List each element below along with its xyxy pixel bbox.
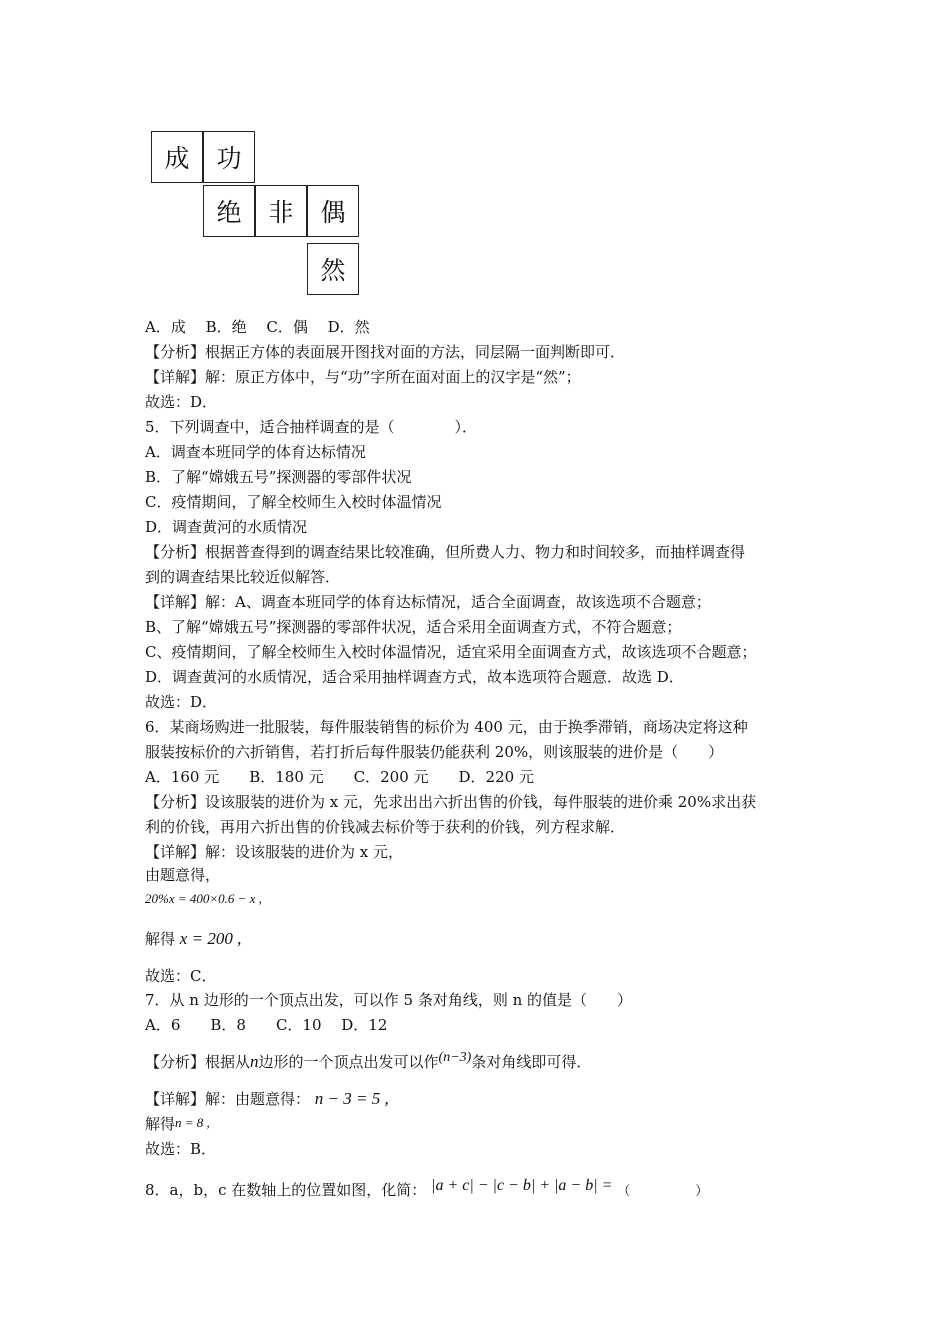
q6-detail-line2: 由题意得， (145, 866, 221, 884)
q7-stem: 7．从 n 边形的一个顶点出发，可以作 5 条对角线，则 n 的值是（ ） (145, 991, 633, 1009)
q7-solve-prefix: 解得 (145, 1115, 176, 1133)
q5-option-c: C．疫情期间，了解全校师生入校时体温情况 (145, 493, 442, 511)
net-cell-3: 绝 (203, 185, 255, 237)
q7-detail-prefix: 【详解】解：由题意得： (145, 1090, 311, 1108)
q7-solve-math: n = 8 , (175, 1115, 210, 1130)
q7-options: A．6 B．8 C．10 D．12 (145, 1016, 388, 1034)
q6-equation: 20%x = 400×0.6 − x , (145, 891, 262, 906)
q7-detail-math: n − 3 = 5 , (314, 1089, 389, 1108)
q5-analysis-line2: 到的调查结果比较近似解答． (145, 568, 341, 586)
q6-stem-line2: 服装按标价的六折销售，若打折后每件服装仍能获利 20%，则该服装的进价是（ ） (145, 743, 724, 761)
q5-detail-line4: D．调查黄河的水质情况，适合采用抽样调查方式，故本选项符合题意．故选 D． (145, 668, 684, 686)
q6-detail-line1: 【详解】解：设该服装的进价为 x 元， (145, 843, 403, 861)
q7-analysis-expr: (n−3) (438, 1050, 472, 1065)
q7-analysis-part-a: 【分析】根据从 (145, 1053, 251, 1071)
q6-options: A．160 元 B．180 元 C．200 元 D．220 元 (145, 768, 534, 786)
q7-analysis (145, 1052, 591, 1074)
net-cell-1: 成 (151, 131, 203, 183)
q5-answer: 故选：D． (145, 693, 218, 711)
q4-analysis: 【分析】根据正方体的表面展开图找对面的方法，同层隔一面判断即可． (145, 343, 626, 361)
q4-options: A．成 B．绝 C．偶 D．然 (145, 318, 370, 336)
q8-stem (145, 1177, 709, 1202)
q4-answer: 故选：D． (145, 393, 218, 411)
q7-detail (145, 1089, 389, 1109)
q6-solve-math: x = 200 , (179, 929, 242, 948)
net-cell-4: 非 (255, 185, 307, 237)
net-cell-5: 偶 (307, 185, 359, 237)
q5-analysis-line1: 【分析】根据普查得到的调查结果比较准确，但所费人力、物力和时间较多，而抽样调查得 (145, 543, 746, 561)
net-cell-2: 功 (203, 131, 255, 183)
q5-option-d: D．调查黄河的水质情况 (145, 518, 308, 536)
q6-stem-line1: 6．某商场购进一批服装，每件服装销售的标价为 400 元，由于换季滞销，商场决定将这种 (145, 718, 748, 736)
net-cell-6: 然 (307, 243, 359, 295)
q4-detail: 【详解】解：原正方体中，与“功”字所在面对面上的汉字是“然”； (145, 368, 581, 386)
q8-stem-text: 8．a，b，c 在数轴上的位置如图，化简： (145, 1181, 427, 1199)
q5-detail-line1: 【详解】解：A、调查本班同学的体育达标情况，适合全面调查，故该选项不合题意； (145, 593, 711, 611)
q6-answer: 故选：C． (145, 967, 217, 985)
q7-analysis-part-c: 条对角线即可得． (471, 1053, 592, 1071)
q5-stem: 5．下列调查中，适合抽样调查的是（ ）． (145, 418, 478, 436)
q5-option-b: B．了解“嫦娥五号”探测器的零部件状况 (145, 468, 412, 486)
q6-analysis-line1: 【分析】设该服装的进价为 x 元，先求出出六折出售的价钱，每件服装的进价乘 20%求出获 (145, 793, 757, 811)
q6-solve-prefix: 解得 (145, 930, 176, 948)
q5-detail-line3: C、疫情期间，了解全校师生入校时体温情况，适宜采用全面调查方式，故该选项不合题意； (145, 643, 757, 661)
q8-expression: |a + c| − |c − b| + |a − b| = (431, 1177, 613, 1194)
q7-analysis-n: n (250, 1052, 259, 1071)
q5-detail-line2: B、了解“嫦娥五号”探测器的零部件状况，适合采用全面调查方式，不符合题意； (145, 618, 682, 636)
q7-analysis-part-b: 边形的一个顶点出发可以作 (258, 1053, 439, 1071)
q8-blank: （ ） (617, 1184, 709, 1199)
q6-solve (145, 929, 241, 949)
q7-solve (145, 1114, 210, 1135)
q6-analysis-line2: 利的价钱，再用六折出售的价钱减去标价等于获利的价钱，列方程求解． (145, 818, 626, 836)
q5-option-a: A．调查本班同学的体育达标情况 (145, 443, 366, 461)
q7-answer: 故选：B． (145, 1140, 217, 1158)
